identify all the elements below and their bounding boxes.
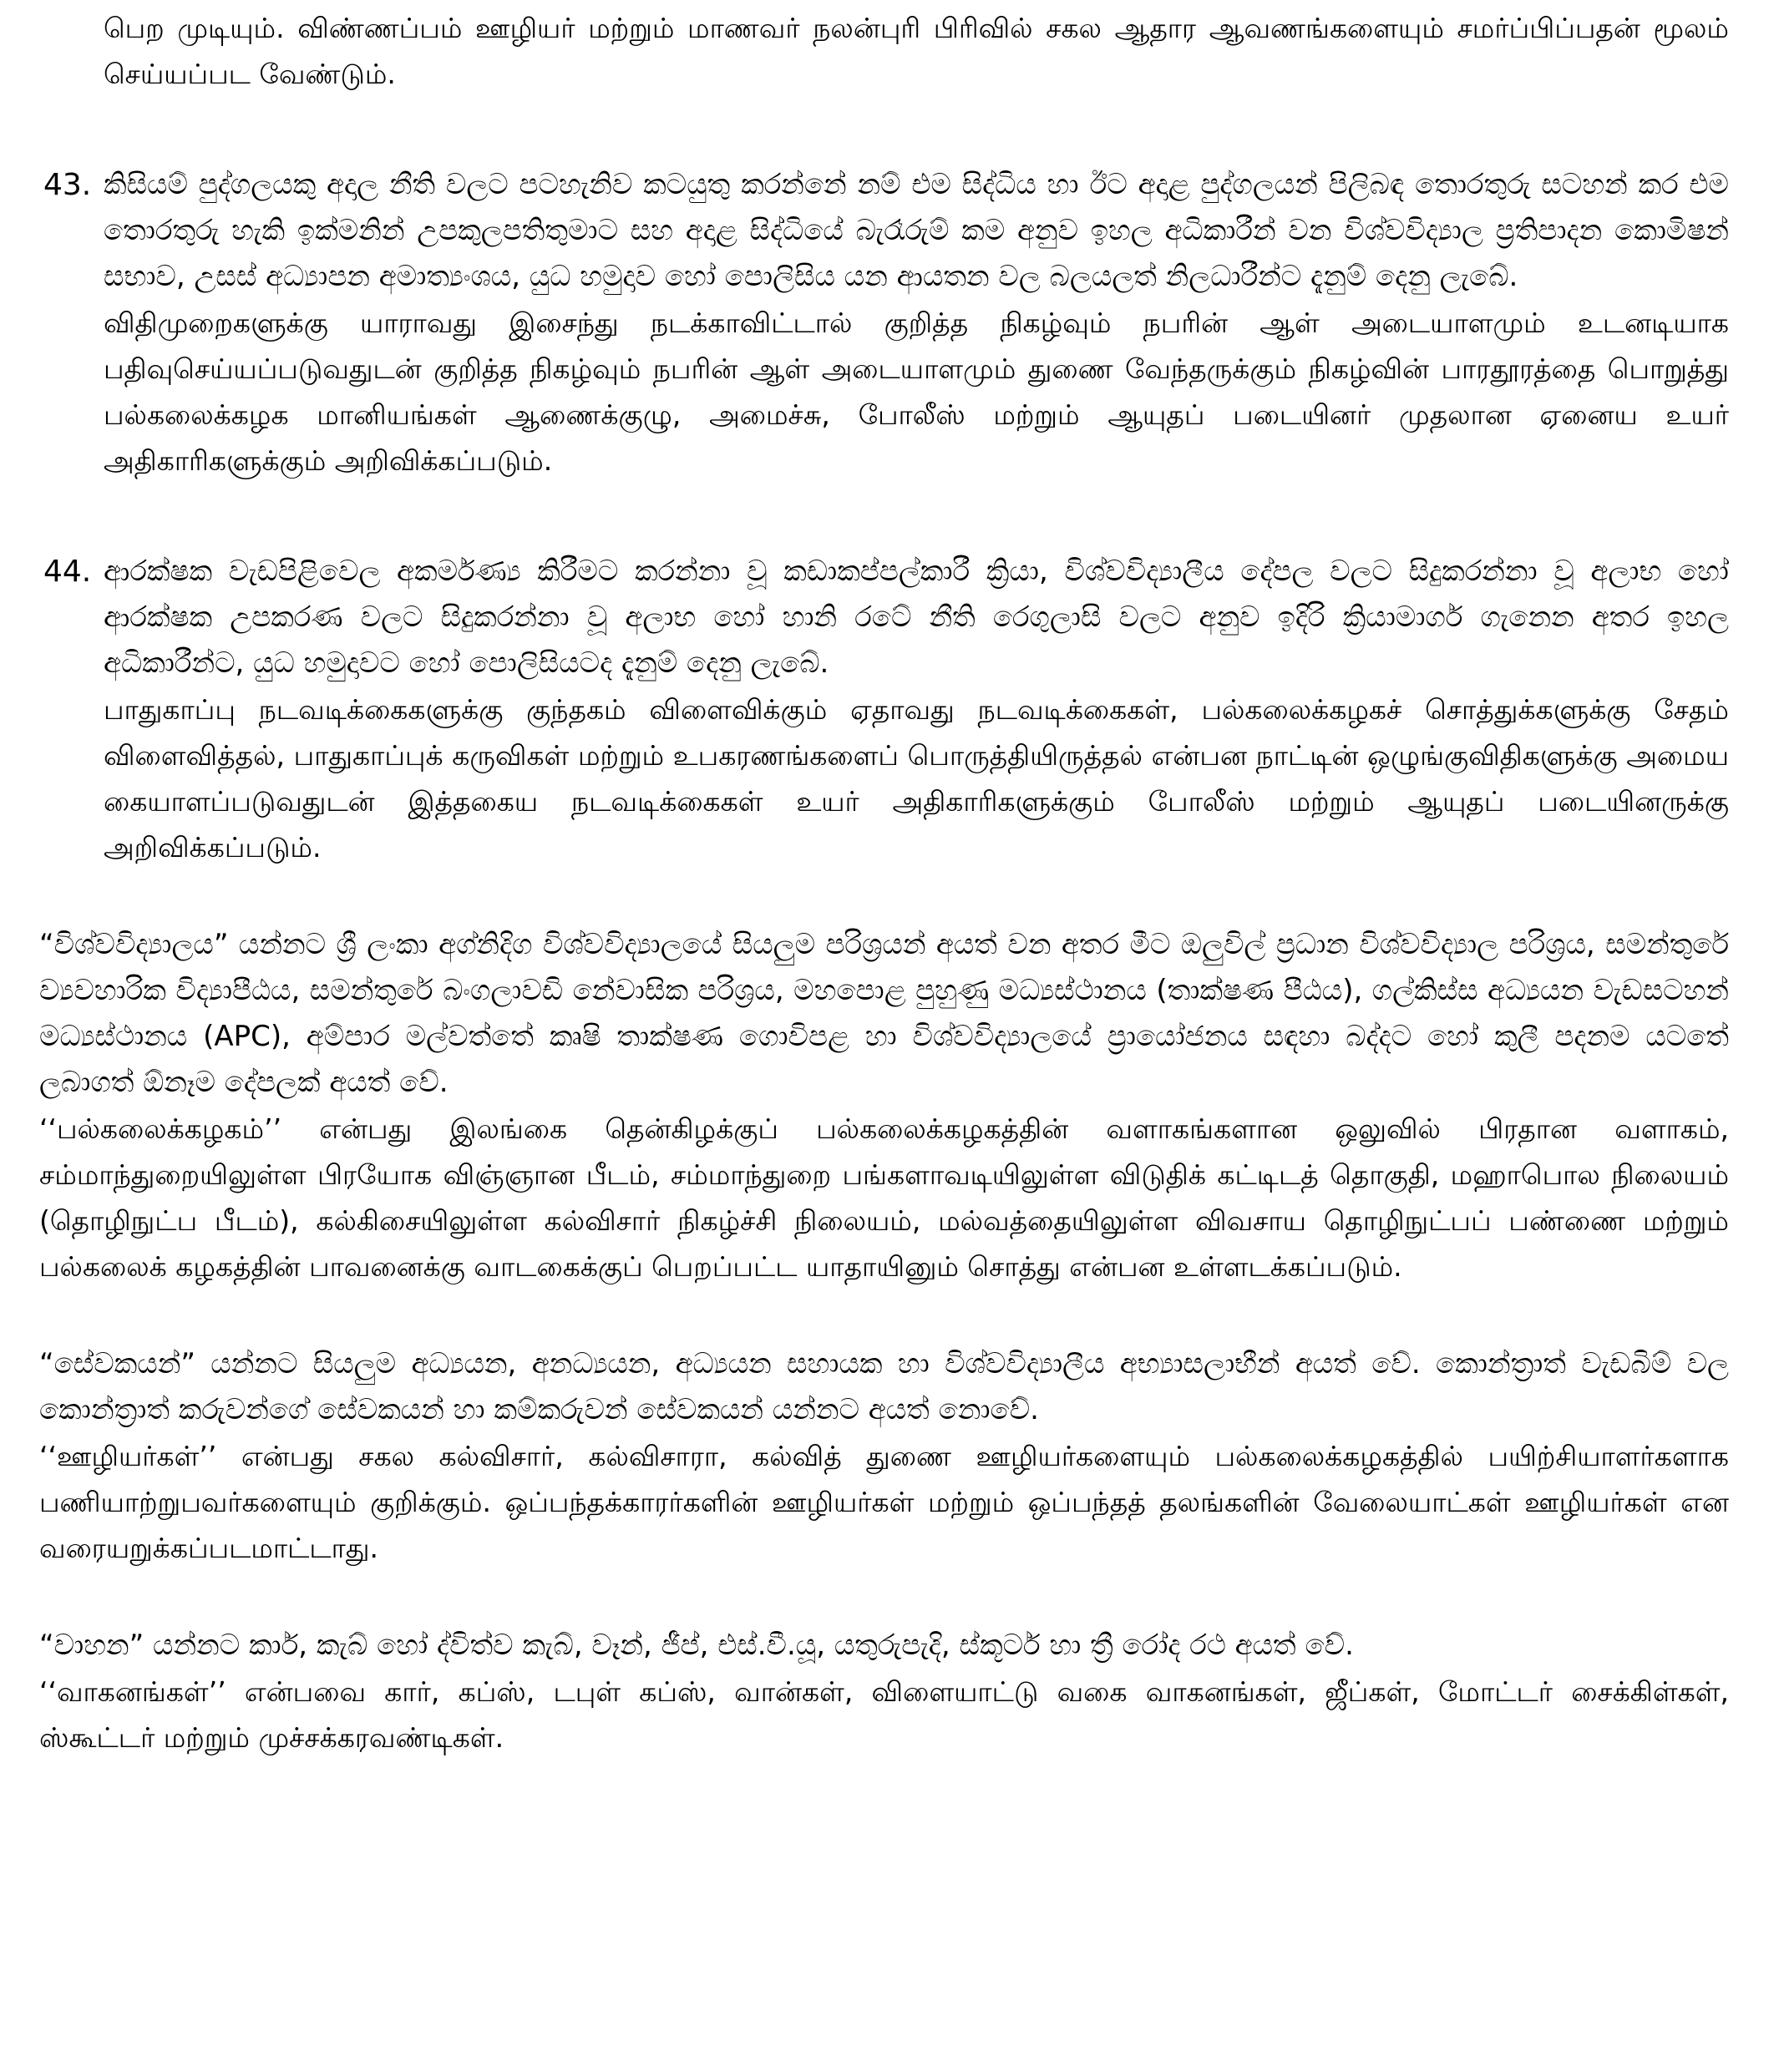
item-44-number: 44.: [43, 555, 92, 589]
item-43: [43, 162, 1729, 484]
definition-vehicles-sinhala: “වාහන” යන්නට කාර්, කැබ් හෝ ද්විත්ව කැබ්, වෑන්, ජීප්, එස්.වී.යූ, යතුරුපැදි, ස්කූටර් හා ත්‍රී රෝද රථ අයත් වේ.: [39, 1629, 1354, 1662]
spacer: [104, 97, 1729, 162]
item-43-number: 43.: [43, 168, 92, 202]
definition-vehicles-tamil: ‘‘வாகனங்கள்’’ என்பவை கார், கப்ஸ், டபுள் கப்ஸ், வான்கள், விளையாட்டு வகை வாகனங்கள், ஜீப்கள், மோட்டர் சைக்கிள்கள், ஸ்கூட்டர் மற்றும் முச்சக்கரவண்டிகள்.: [39, 1675, 1729, 1754]
top-paragraph-tamil: பெற முடியும். விண்ணப்பம் ஊழியர் மற்றும் மாணவர் நலன்புரி பிரிவில் சகல ஆதார ஆவணங்களையும் சமர்ப்பிப்பதன் மூலம் செய்யப்பட வேண்டும்.: [104, 12, 1729, 90]
item-44-tamil: பாதுகாப்பு நடவடிக்கைகளுக்கு குந்தகம் விளைவிக்கும் ஏதாவது நடவடிக்கைகள், பல்கலைக்கழகச் சொத்துக்களுக்கு சேதம் விளைவித்தல், பாதுகாப்புக் கருவிகள் மற்றும் உபகரணங்களைப் பொருத்தியிருத்தல் என்பன நாட்டின் ஒழுங்குவிதிகளுக்கு அமைய கையாளப்படுவதுடன் இத்தகைய நடவடிக்கைகள் உயர் அதிகாரிகளுக்கும் போலீஸ் மற்றும் ஆயுதப் படையினருக்கு அறிவிக்கப்படும்.: [104, 693, 1729, 864]
definition-employees-sinhala: “සේවකයන්” යන්නට සියලුම අධ්‍යයන, අනධ්‍යයන, අධ්‍යයන සහායක හා විශ්වවිද්‍යාලීය අභ්‍යාසලාභීන් අයත් වේ. කොන්ත්‍රාත් වැඩබිම් වල කොන්ත්‍රාත් කරුවන්ගේ සේවකයන් හා කම්කරුවන් සේවකයන් යන්නට අයත් නොවේ.: [39, 1347, 1729, 1426]
definition-university-tamil: ‘‘பல்கலைக்கழகம்’’ என்பது இலங்கை தென்கிழக்குப் பல்கலைக்கழகத்தின் வளாகங்களான ஒலுவில் பிரதான வளாகம், சம்மாந்துறையிலுள்ள பிரயோக விஞ்ஞான பீடம், சம்மாந்துறை பங்களாவடியிலுள்ள விடுதிக் கட்டிடத் தொகுதி, மஹாபொல நிலையம் (தொழிநுட்ப பீடம்), கல்கிசையிலுள்ள கல்விசார் நிகழ்ச்சி நிலையம், மல்வத்தையிலுள்ள விவசாய தொழிநுட்பப் பண்ணை மற்றும் பல்கலைக் கழகத்தின் பாவனைக்கு வாடகைக்குப் பெறப்பட்ட யாதாயினும் சொத்து என்பன உள்ளடக்கப்படும்.: [39, 1112, 1729, 1283]
spacer: [104, 484, 1729, 549]
spacer: [39, 1571, 1729, 1623]
spacer: [39, 1289, 1729, 1341]
item-43-sinhala: කිසියම් පුද්ගලයකු අදාල නීති වලට පටහැනිව කටයුතු කරන්නේ නම් එම සිද්ධිය හා ඊට අදාළ පුද්ගලයන් පිලිබඳ තොරතුරු සටහන් කර එම තොරතුරු හැකි ඉක්මනින් උපකුලපතිතුමාට සහ අදාළ සිද්ධියේ බැරෑරුම් කම අනුව ඉහල අධිකාරීන් වන විශ්වවිද්‍යාල ප්‍රතිපාදන කොමිෂන් සභාව, උසස් අධ්‍යාපන අමාත්‍යංශය, යුධ හමුදාව හෝ පොලිසිය යන ආයතන වල බලයලත් නිලධාරීන්ට දැනුම් දෙනු ලැබේ.: [104, 168, 1729, 293]
item-44-sinhala: ආරක්ෂක වැඩපිළිවෙල අකර්මණ්‍ය කිරීමට කරන්නා වූ කඩාකප්පල්කාරී ක්‍රියා, විශ්වවිද්‍යාලීය දේපල වලට සිදුකරන්නා වූ අලාභ හෝ ආරක්ෂක උපකරණ වලට සිදුකරන්නා වූ අලාභ හෝ හානි රටේ නීති රෙගුලාසි වලට අනුව ඉදිරි ක්‍රියාමාර්ග ගැනෙන අතර ඉහල අධිකාරීන්ට, යුධ හමුදාවට හෝ පොලිසියටද දැනුම් දෙනු ලැබේ.: [104, 555, 1729, 680]
definitions: [39, 922, 1729, 1760]
definition-employees-tamil: ‘‘ஊழியர்கள்’’ என்பது சகல கல்விசார், கல்விசாரா, கல்வித் துணை ஊழியர்களையும் பல்கலைக்கழகத்தில் பயிற்சியாளர்களாக பணியாற்றுபவர்களையும் குறிக்கும். ஒப்பந்தக்காரர்களின் ஊழியர்கள் மற்றும் ஒப்பந்தத் தலங்களின் வேலையாட்கள் ஊழியர்கள் என வரையறுக்கப்படமாட்டாது.: [39, 1440, 1729, 1564]
item-44: [43, 549, 1729, 870]
spacer: [104, 870, 1729, 922]
item-43-tamil: விதிமுறைகளுக்கு யாராவது இசைந்து நடக்காவிட்டால் குறித்த நிகழ்வும் நபரின் ஆள் அடையாளமும் உடனடியாக பதிவுசெய்யப்படுவதுடன் குறித்த நிகழ்வும் நபரின் ஆள் அடையாளமும் துணை வேந்தருக்கும் நிகழ்வின் பாரதூரத்தை பொறுத்து பல்கலைக்கழக மானியங்கள் ஆணைக்குழு, அமைச்சு, போலீஸ் மற்றும் ஆயுதப் படையினர் முதலான ஏனைய உயர் அதிகாரிகளுக்கும் அறிவிக்கப்படும்.: [104, 306, 1729, 477]
definition-university-sinhala: “විශ්වවිද්‍යාලය” යන්නට ශ්‍රී ලංකා අග්නිදිග විශ්වවිද්‍යාලයේ සියලුම පරිශ්‍රයන් අයත් වන අතර මීට ඔලුවිල් ප්‍රධාන විශ්වවිද්‍යාල පරිශ්‍රය, සමන්තුරේ ව්‍යවහාරික විද්‍යාපීඨය, සමන්තුරේ බංගලාවඩි නේවාසික පරිශ්‍රය, මහපොළ පුහුණු මධ්‍යස්ථානය (තාක්ෂණ පීඨය), ගල්කිස්ස අධ්‍යයන වැඩසටහන් මධ්‍යස්ථානය (APC), අම්පාර මල්වත්තේ කෘෂි තාක්ෂණ ගොවිපළ හා විශ්වවිද්‍යාලයේ ප්‍රායෝජනය සඳහා බද්දට හෝ කුලී පදනම යටතේ ලබාගත් ඕනෑම දේපලක් අයත් වේ.: [39, 928, 1729, 1099]
